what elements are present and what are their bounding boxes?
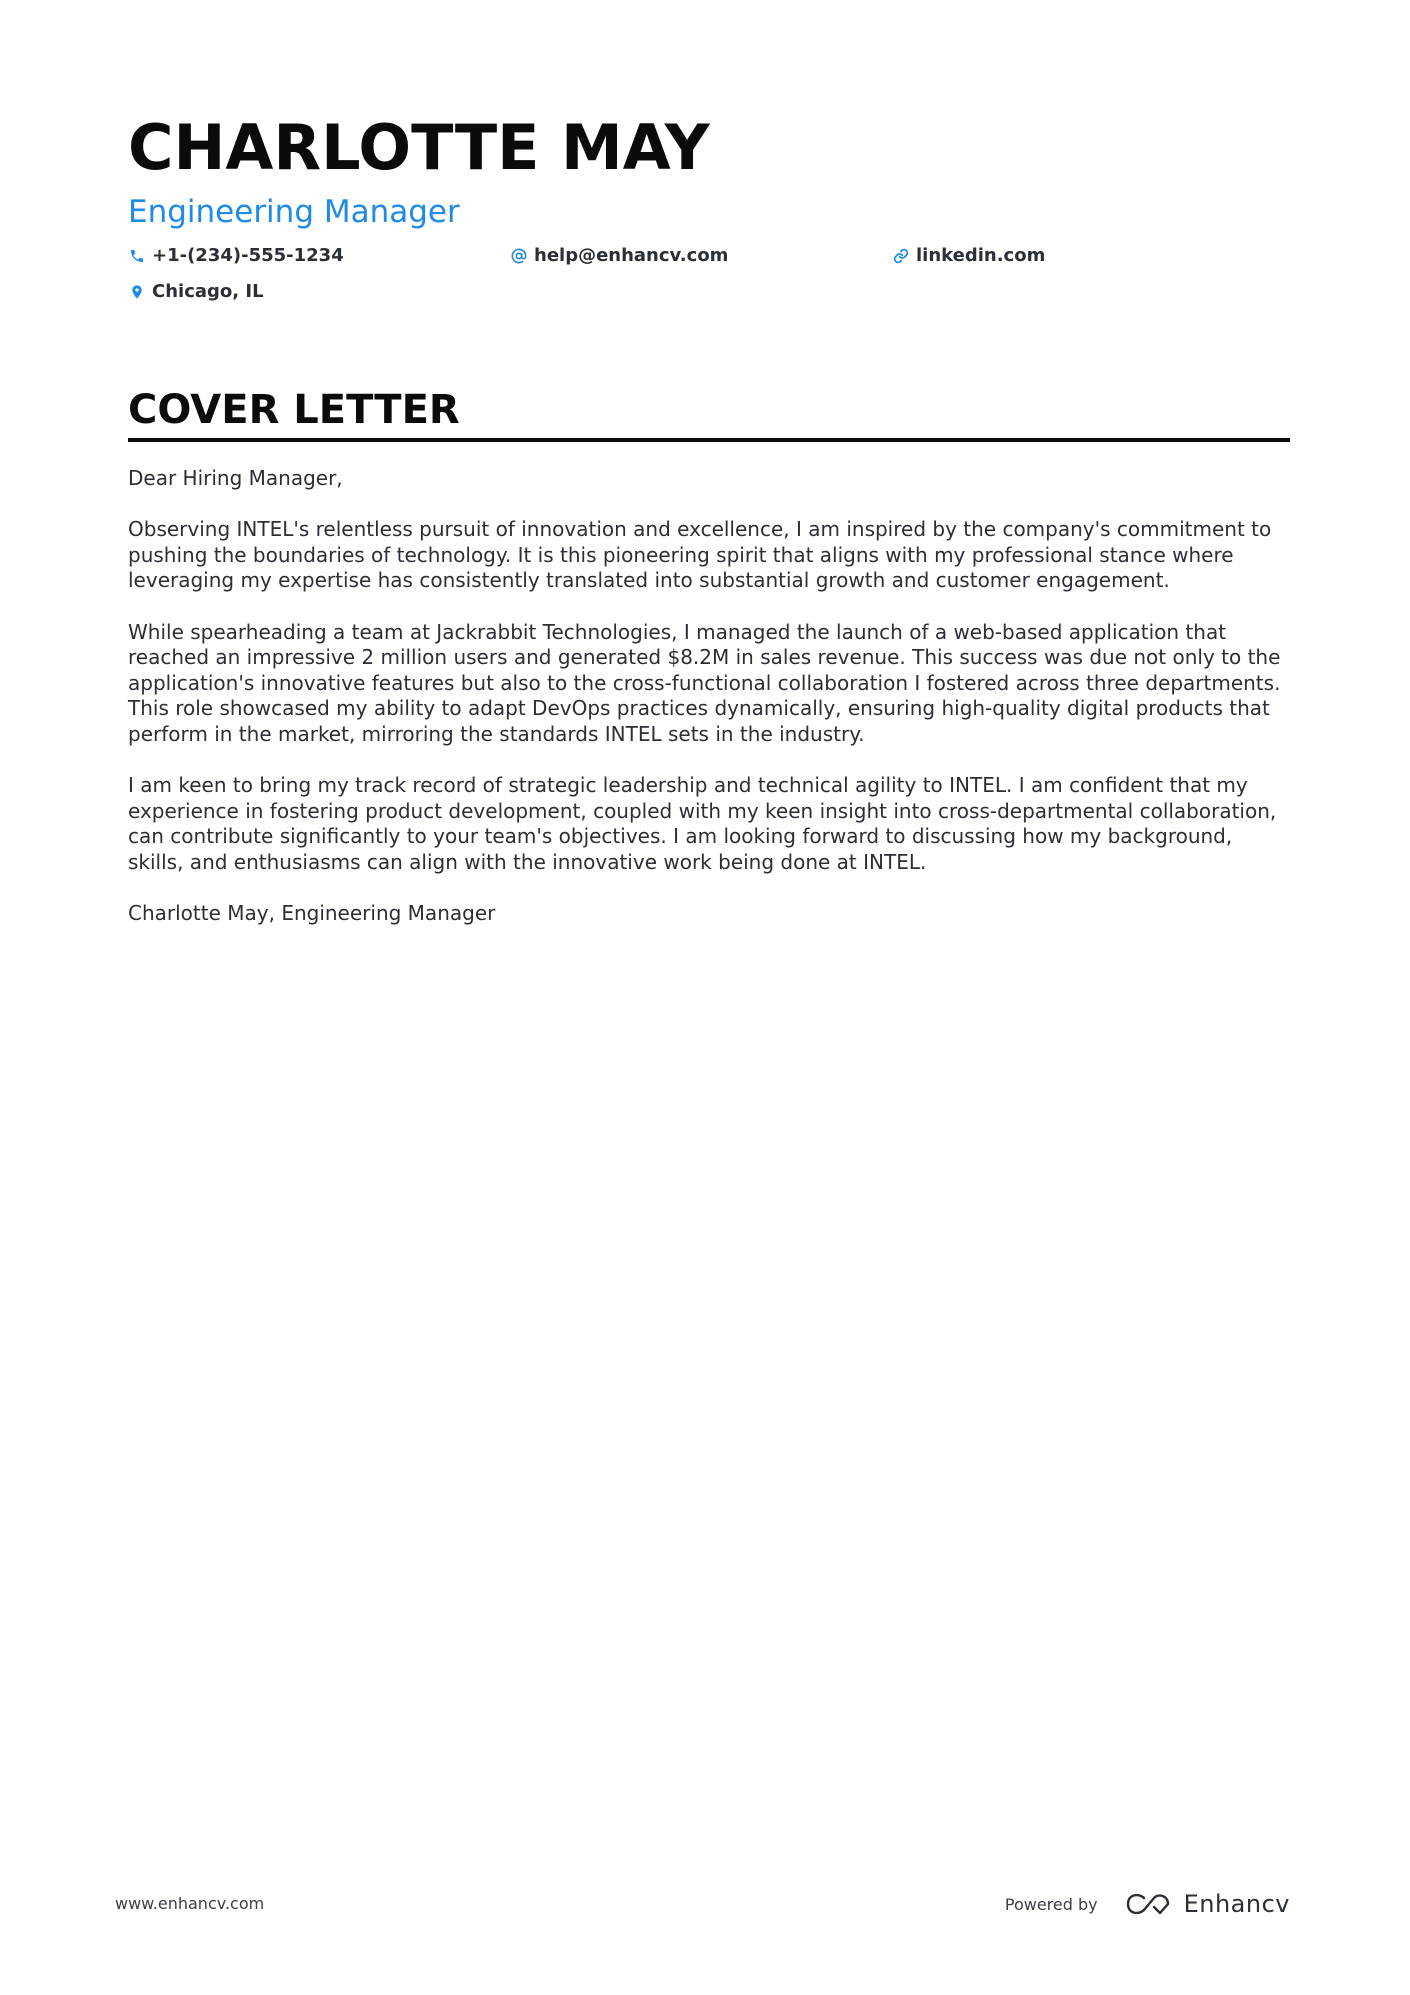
contact-website (892, 244, 1045, 268)
link-icon (892, 247, 910, 265)
at-sign-icon (510, 247, 528, 265)
candidate-name: CHARLOTTE MAY (128, 111, 710, 184)
powered-by-label: Powered by (1004, 1894, 1098, 1914)
candidate-role: Engineering Manager (128, 194, 460, 230)
contact-location (128, 280, 264, 304)
email-text: help@enhancv.com (534, 245, 729, 266)
phone-text: +1-(234)-555-1234 (152, 245, 344, 266)
contact-phone (128, 244, 344, 268)
enhancv-logo-icon (1124, 1890, 1172, 1918)
brand-name: Enhancv (1183, 1890, 1290, 1918)
website-text: linkedin.com (916, 245, 1046, 266)
letter-paragraph: I am keen to bring my track record of strategic leadership and technical agility to INTEL. I am confident that my experience in fostering product development, coupled with my keen insight into cross-departmental collaboration, can contribute significantly to your team's objectives. I am looking forward to discussing how my background, skills, and enthusiasms can align with the innovative work being done at INTEL. (128, 773, 1277, 874)
footer-url[interactable]: www.enhancv.com (115, 1894, 265, 1913)
contact-email (510, 244, 728, 268)
letter-paragraph: While spearheading a team at Jackrabbit Technologies, I managed the launch of a web-based application that reached an impressive 2 million users and generated $8.2M in sales revenue. This success was due not only to the application's innovative features but also to the cross-functional collaboration I fostered across three departments. This role showcased my ability to adapt DevOps practices dynamically, ensuring high-quality digital products that perform in the market, mirroring the standards INTEL sets in the industry. (128, 619, 1281, 746)
letter-salutation: Dear Hiring Manager, (128, 466, 343, 490)
contact-info (128, 244, 1290, 316)
letter-paragraph: Observing INTEL's relentless pursuit of innovation and excellence, I am inspired by the company's commitment to pushing the boundaries of technology. It is this pioneering spirit that aligns with my professional stance where leveraging my expertise has consistently translated into substantial growth and customer engagement. (128, 517, 1272, 593)
cover-letter-section-header (128, 386, 1290, 442)
powered-by (1005, 1884, 1290, 1924)
letter-signature: Charlotte May, Engineering Manager (128, 901, 496, 926)
letter-body (128, 466, 1290, 952)
resume-header (128, 112, 1290, 316)
location-text: Chicago, IL (152, 281, 264, 302)
phone-icon (128, 247, 146, 265)
map-pin-icon (128, 283, 146, 301)
section-divider (128, 438, 1290, 442)
section-title: COVER LETTER (128, 387, 460, 433)
page-footer (0, 1880, 1410, 1930)
